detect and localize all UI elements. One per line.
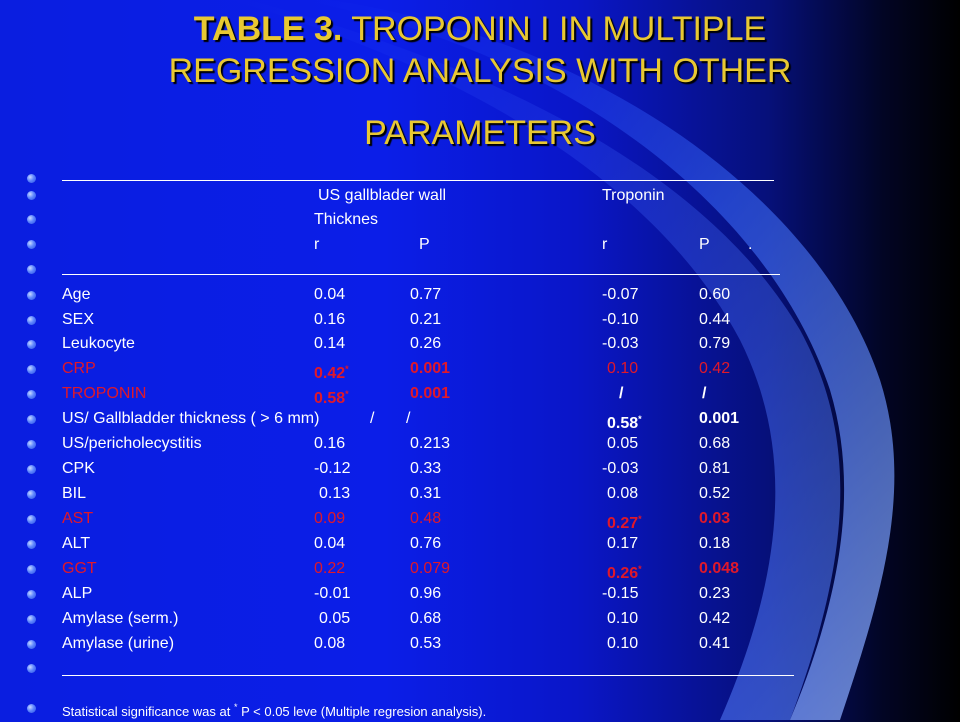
p-gallbladder: 0.213 [410,435,451,452]
p-troponin: 0.52 [699,485,731,502]
title-line1: TROPONIN I IN MULTIPLE [342,10,767,48]
p-gallbladder: 0.079 [410,560,451,577]
sig-mark: * [638,564,642,574]
r-gallbladder: / [370,410,375,427]
table-row [62,483,942,505]
table-row [62,383,942,405]
table-row [62,309,942,331]
header-rule [62,274,780,275]
table-row [62,333,942,355]
p-gallbladder: 0.33 [410,460,442,477]
param-name: US/ Gallbladder thickness ( > 6 mm) [62,410,320,427]
table-row [62,533,942,555]
p-troponin: 0.79 [699,335,731,352]
header-row-2 [62,209,942,231]
r-troponin: / [619,385,624,402]
header-row-3 [62,234,942,256]
bottom-rule [62,675,794,676]
header-r: r [314,236,320,253]
r-troponin: -0.15 [602,585,639,602]
table-row [62,558,942,580]
param-name: GGT [62,560,97,577]
header-row-1 [62,185,942,207]
p-troponin: 0.41 [699,635,731,652]
title-line3: PARAMETERS [364,114,596,152]
title-line2: REGRESSION ANALYSIS WITH OTHER [168,52,792,90]
header-gallbladder: US gallblader wall [318,187,447,204]
table-row [62,458,942,480]
title-prefix: TABLE 3. [193,10,343,48]
p-troponin: / [702,385,707,402]
param-name: ALP [62,585,93,602]
p-gallbladder: 0.77 [410,286,442,303]
bullet-icon [27,664,36,673]
param-name: Age [62,286,91,303]
r-troponin: 0.05 [607,435,639,452]
header-troponin: Troponin [602,187,665,204]
table-row [62,358,942,380]
p-gallbladder: 0.68 [410,610,442,627]
bullet-icon [27,615,36,624]
r-gallbladder: 0.42* [314,364,349,382]
param-name: Amylase (serm.) [62,610,179,627]
p-troponin: 0.68 [699,435,731,452]
p-gallbladder: 0.48 [410,510,442,527]
header-r-troponin: r [602,236,608,253]
table-row [62,608,942,630]
p-troponin: 0.03 [699,510,731,527]
table-row [62,633,942,655]
param-name: AST [62,510,94,527]
param-name: US/pericholecystitis [62,435,202,452]
r-gallbladder: 0.22 [314,560,346,577]
p-gallbladder: 0.26 [410,335,442,352]
param-name: CRP [62,360,96,377]
table-row [62,583,942,605]
bullet-icon [27,515,36,524]
bullet-icon [27,265,36,274]
r-gallbladder: 0.13 [319,485,351,502]
slide-title [100,8,860,154]
sig-mark: * [345,389,349,399]
r-troponin: -0.10 [602,311,639,328]
p-gallbladder: / [406,410,411,427]
footnote: Statistical significance was at * P < 0.05 leve (Multiple regresion analysis). [62,702,487,719]
r-troponin: -0.03 [602,460,639,477]
p-troponin: 0.23 [699,585,731,602]
bullet-icon [27,191,36,200]
p-troponin: 0.60 [699,286,731,303]
top-rule [62,180,774,181]
bullet-icon [27,565,36,574]
bullet-icon [27,240,36,249]
sig-mark: * [345,364,349,374]
r-gallbladder: 0.16 [314,435,346,452]
table-row [62,408,942,430]
p-troponin: 0.42 [699,360,731,377]
param-name: BIL [62,485,87,502]
r-gallbladder: 0.08 [314,635,346,652]
bullet-icon [27,291,36,300]
r-gallbladder: 0.58* [314,389,349,407]
param-name: Amylase (urine) [62,635,175,652]
r-gallbladder: 0.04 [314,535,346,552]
table-row [62,508,942,530]
bullet-icon [27,640,36,649]
bullet-icon [27,340,36,349]
bullet-icon [27,490,36,499]
p-gallbladder: 0.31 [410,485,442,502]
bullet-icon [27,415,36,424]
bullet-icon [27,704,36,713]
bullet-icon [27,365,36,374]
bullet-icon [27,316,36,325]
table-row [62,433,942,455]
r-gallbladder: -0.12 [314,460,351,477]
r-troponin: -0.07 [602,286,639,303]
r-gallbladder: 0.16 [314,311,346,328]
r-gallbladder: -0.01 [314,585,351,602]
header-dot: . [748,236,753,253]
r-troponin: 0.58* [607,414,642,432]
bullet-icon [27,540,36,549]
header-p: P [419,236,430,253]
r-gallbladder: 0.04 [314,286,346,303]
r-troponin: 0.17 [607,535,639,552]
footnote-mark: * [233,702,238,712]
r-troponin: 0.27* [607,514,642,532]
r-troponin: 0.08 [607,485,639,502]
p-gallbladder: 0.21 [410,311,442,328]
table-row [62,284,942,306]
r-troponin: 0.26* [607,564,642,582]
r-troponin: 0.10 [607,635,639,652]
bullet-icon [27,465,36,474]
p-troponin: 0.44 [699,311,731,328]
bullet-icon [27,590,36,599]
bullet-icon [27,390,36,399]
param-name: ALT [62,535,91,552]
r-troponin: -0.03 [602,335,639,352]
param-name: TROPONIN [62,385,147,402]
p-troponin: 0.42 [699,610,731,627]
p-gallbladder: 0.001 [410,385,451,402]
param-name: CPK [62,460,95,477]
bullet-icon [27,440,36,449]
r-gallbladder: 0.09 [314,510,346,527]
p-gallbladder: 0.001 [410,360,451,377]
p-troponin: 0.001 [699,410,740,427]
r-troponin: 0.10 [607,360,639,377]
p-gallbladder: 0.53 [410,635,442,652]
bullet-icon [27,174,36,183]
sig-mark: * [638,514,642,524]
p-troponin: 0.048 [699,560,740,577]
r-gallbladder: 0.05 [319,610,351,627]
header-p-troponin: P [699,236,710,253]
p-gallbladder: 0.76 [410,535,442,552]
r-gallbladder: 0.14 [314,335,346,352]
bullet-icon [27,215,36,224]
sig-mark: * [638,414,642,424]
p-gallbladder: 0.96 [410,585,442,602]
r-troponin: 0.10 [607,610,639,627]
param-name: Leukocyte [62,335,135,352]
param-name: SEX [62,311,95,328]
header-thickness: Thicknes [314,211,379,228]
p-troponin: 0.81 [699,460,731,477]
p-troponin: 0.18 [699,535,731,552]
